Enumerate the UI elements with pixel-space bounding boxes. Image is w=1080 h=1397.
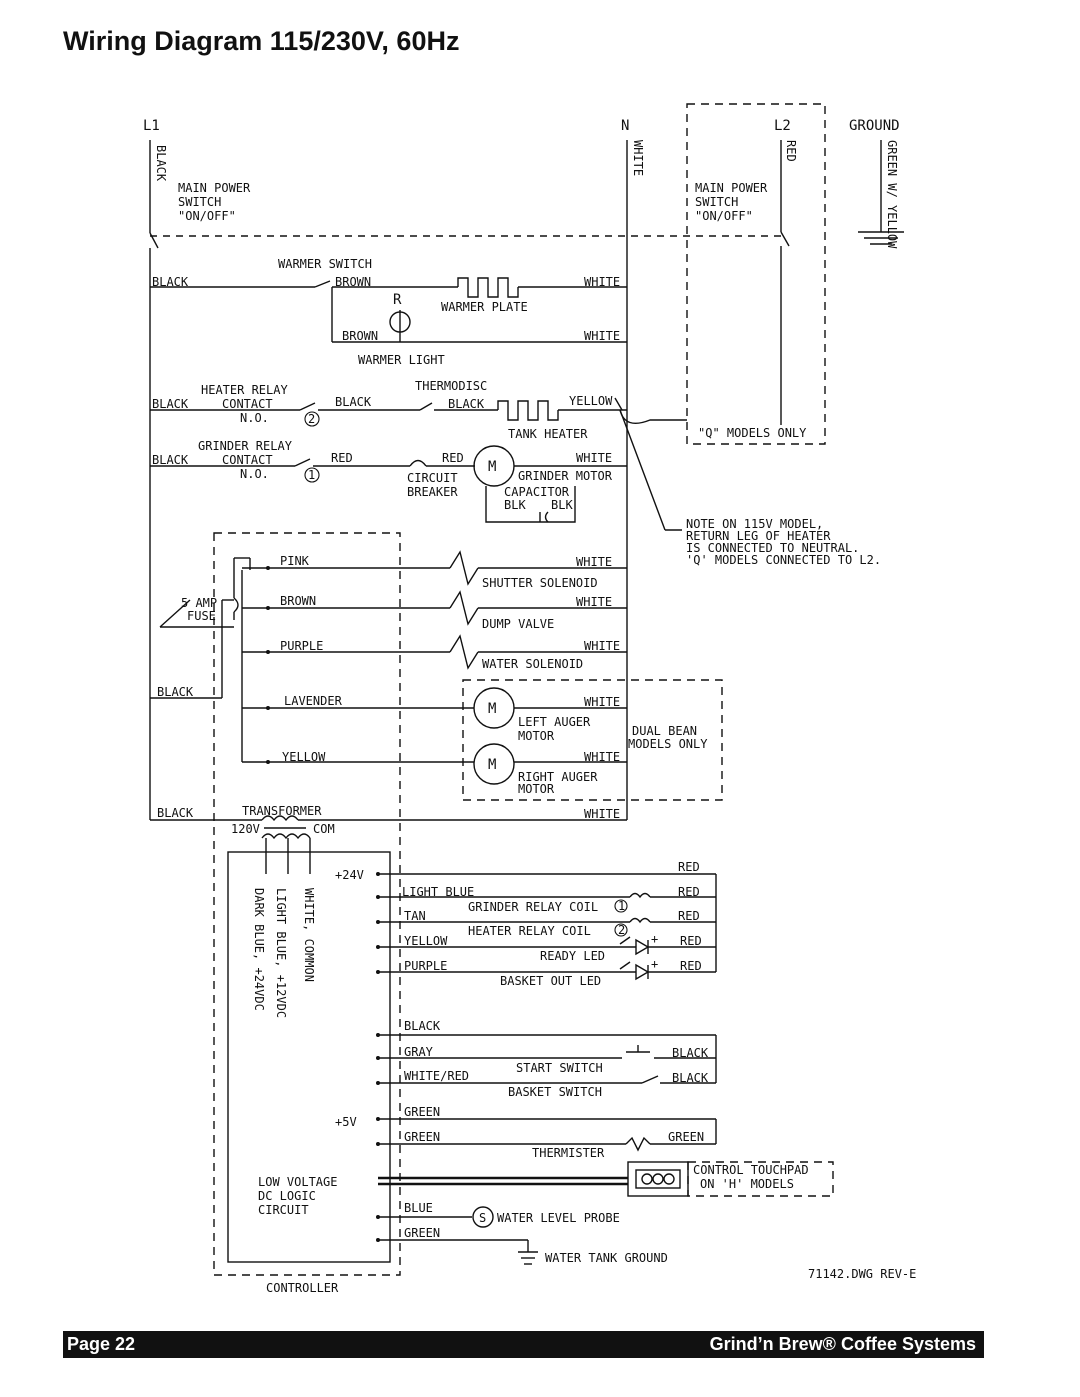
basket-out-led-label: BASKET OUT LED xyxy=(500,974,602,988)
dual-bean-label-1: DUAL BEAN xyxy=(632,724,698,738)
dual-bean-label-2: MODELS ONLY xyxy=(628,737,708,751)
wire-label: RED xyxy=(442,451,464,465)
footer-bar xyxy=(63,1331,984,1358)
wire-label: RED xyxy=(678,909,700,923)
wire-label: TAN xyxy=(404,909,426,923)
blk-label: BLK xyxy=(551,498,573,512)
wire-label: PURPLE xyxy=(280,639,324,653)
wire-label: BLACK xyxy=(404,1019,441,1033)
brand-name: Grind’n Brew® Coffee Systems xyxy=(709,1334,976,1354)
relay-number-1: 1 xyxy=(308,468,316,482)
com-label: COM xyxy=(313,822,335,836)
plus24-label: +24V xyxy=(335,868,364,882)
wire-label: BLACK xyxy=(672,1046,709,1060)
main-switch-l2-label-2: SWITCH xyxy=(695,195,739,209)
capacitor-label: CAPACITOR xyxy=(504,485,570,499)
drawing-number: 71142.DWG REV-E xyxy=(808,1267,917,1281)
left-auger-label: LEFT AUGER xyxy=(518,715,591,729)
plus5-label: +5V xyxy=(335,1115,357,1129)
wire-label: WHITE xyxy=(576,555,613,569)
water-tank-ground-label: WATER TANK GROUND xyxy=(545,1251,668,1265)
fuse-label-2: FUSE xyxy=(187,609,216,623)
warmer-plate-label: WARMER PLATE xyxy=(441,300,528,314)
l2-wire-label: RED xyxy=(784,140,798,162)
no-label: N.O. xyxy=(240,467,269,481)
right-auger-motor-label: MOTOR xyxy=(518,782,555,796)
led-plus: + xyxy=(651,957,659,971)
note-line-1: NOTE ON 115V MODEL, xyxy=(686,517,824,531)
contact-label: CONTACT xyxy=(222,453,273,467)
white-common-label: WHITE, COMMON xyxy=(302,888,316,982)
wire-label: BROWN xyxy=(280,594,317,608)
main-switch-l2-label-3: "ON/OFF" xyxy=(695,209,753,223)
note-line-2: RETURN LEG OF HEATER xyxy=(686,529,831,543)
light-blue-12-label: LIGHT BLUE, +12VDC xyxy=(274,888,288,1019)
wire-label: BLACK xyxy=(448,397,485,411)
basket-switch-label: BASKET SWITCH xyxy=(508,1085,602,1099)
wire-label: GREEN xyxy=(404,1105,441,1119)
wire-label: BLUE xyxy=(404,1201,433,1215)
main-switch-l2-label-1: MAIN POWER xyxy=(695,181,768,195)
water-level-probe-label: WATER LEVEL PROBE xyxy=(497,1211,620,1225)
v120-label: 120V xyxy=(231,822,260,836)
grinder-relay-coil-label: GRINDER RELAY COIL xyxy=(468,900,599,914)
dark-blue-24-label: DARK BLUE, +24VDC xyxy=(252,888,266,1011)
wire-label: WHITE xyxy=(584,807,621,821)
q-models-label: "Q" MODELS ONLY xyxy=(698,426,807,440)
contact-label: CONTACT xyxy=(222,397,273,411)
wire-label: RED xyxy=(331,451,353,465)
blk-label: BLK xyxy=(504,498,526,512)
main-switch-label-2: SWITCH xyxy=(178,195,222,209)
motor-symbol: M xyxy=(488,757,497,773)
fuse-label-1: 5 AMP xyxy=(181,596,218,610)
led-plus: + xyxy=(651,932,659,946)
r-label: R xyxy=(393,292,402,308)
s-symbol: S xyxy=(479,1211,487,1225)
warmer-switch-label: WARMER SWITCH xyxy=(278,257,372,271)
wire-label: WHITE xyxy=(584,329,621,343)
shutter-solenoid-label: SHUTTER SOLENOID xyxy=(482,576,598,590)
low-voltage-label-3: CIRCUIT xyxy=(258,1203,309,1217)
wire-label: GREEN xyxy=(404,1226,441,1240)
ready-led-label: READY LED xyxy=(540,949,606,963)
coil-number-2: 2 xyxy=(618,923,626,937)
controller-label: CONTROLLER xyxy=(266,1281,339,1295)
start-switch-label: START SWITCH xyxy=(516,1061,603,1075)
low-voltage-label-1: LOW VOLTAGE xyxy=(258,1175,338,1189)
wire-label: BLACK xyxy=(672,1071,709,1085)
wire-label: BLACK xyxy=(157,806,194,820)
wire-label: PINK xyxy=(280,554,309,568)
wire-label: BLACK xyxy=(152,275,189,289)
wire-label: BLACK xyxy=(157,685,194,699)
heater-relay-label: HEATER RELAY xyxy=(201,383,288,397)
wire-label: GREEN xyxy=(404,1130,441,1144)
wire-label: WHITE xyxy=(584,750,621,764)
wire-label: LIGHT BLUE xyxy=(402,885,475,899)
wire-label: WHITE xyxy=(576,595,613,609)
wire-label: RED xyxy=(680,959,702,973)
breaker-label: BREAKER xyxy=(407,485,458,499)
water-solenoid-label: WATER SOLENOID xyxy=(482,657,584,671)
main-switch-label-1: MAIN POWER xyxy=(178,181,251,195)
grinder-relay-label: GRINDER RELAY xyxy=(198,439,292,453)
wire-label: BROWN xyxy=(342,329,379,343)
wire-label: WHITE xyxy=(576,451,613,465)
wire-label: WHITE/RED xyxy=(404,1069,470,1083)
page-title: Wiring Diagram 115/230V, 60Hz xyxy=(63,26,460,56)
circuit-label: CIRCUIT xyxy=(407,471,458,485)
wire-label: YELLOW xyxy=(569,394,613,408)
low-voltage-label-2: DC LOGIC xyxy=(258,1189,316,1203)
l2-label: L2 xyxy=(774,118,791,134)
ground-label: GROUND xyxy=(849,118,900,134)
n-label: N xyxy=(621,118,630,134)
wire-label: WHITE xyxy=(584,639,621,653)
page-number: Page 22 xyxy=(67,1334,136,1354)
dump-valve-label: DUMP VALVE xyxy=(482,617,555,631)
thermister-label: THERMISTER xyxy=(532,1146,605,1160)
main-switch-label-3: "ON/OFF" xyxy=(178,209,236,223)
motor-symbol: M xyxy=(488,459,497,475)
wire-label: WHITE xyxy=(584,695,621,709)
coil-number-1: 1 xyxy=(618,899,626,913)
motor-symbol: M xyxy=(488,701,497,717)
wire-label: YELLOW xyxy=(404,934,448,948)
thermodisc-label: THERMODISC xyxy=(415,379,488,393)
note-line-3: IS CONNECTED TO NEUTRAL. xyxy=(686,541,860,555)
l1-label: L1 xyxy=(143,118,160,134)
transformer-label: TRANSFORMER xyxy=(242,804,322,818)
wire-label: YELLOW xyxy=(282,750,326,764)
right-auger-label: RIGHT AUGER xyxy=(518,770,598,784)
wire-label: BROWN xyxy=(335,275,372,289)
l1-wire-label: BLACK xyxy=(154,145,168,182)
touchpad-label-2: ON 'H' MODELS xyxy=(700,1177,794,1191)
wire-label: RED xyxy=(678,860,700,874)
wire-label: RED xyxy=(678,885,700,899)
wire-label: GRAY xyxy=(404,1045,433,1059)
grinder-motor-label: GRINDER MOTOR xyxy=(518,469,612,483)
touchpad-label-1: CONTROL TOUCHPAD xyxy=(693,1163,809,1177)
note-line-4: 'Q' MODELS CONNECTED TO L2. xyxy=(686,553,882,567)
wire-label: WHITE xyxy=(584,275,621,289)
wire-label: PURPLE xyxy=(404,959,448,973)
wire-label: RED xyxy=(680,934,702,948)
tank-heater-label: TANK HEATER xyxy=(508,427,588,441)
wire-label: BLACK xyxy=(152,453,189,467)
wire-label: BLACK xyxy=(152,397,189,411)
wire-label: BLACK xyxy=(335,395,372,409)
relay-number-2: 2 xyxy=(308,412,316,426)
no-label: N.O. xyxy=(240,411,269,425)
warmer-light-label: WARMER LIGHT xyxy=(358,353,445,367)
wire-label: LAVENDER xyxy=(284,694,342,708)
wire-label: GREEN xyxy=(668,1130,705,1144)
ground-wire-label: GREEN W/ YELLOW xyxy=(885,140,899,249)
heater-relay-coil-label: HEATER RELAY COIL xyxy=(468,924,591,938)
left-auger-motor-label: MOTOR xyxy=(518,729,555,743)
n-wire-label: WHITE xyxy=(631,140,645,177)
